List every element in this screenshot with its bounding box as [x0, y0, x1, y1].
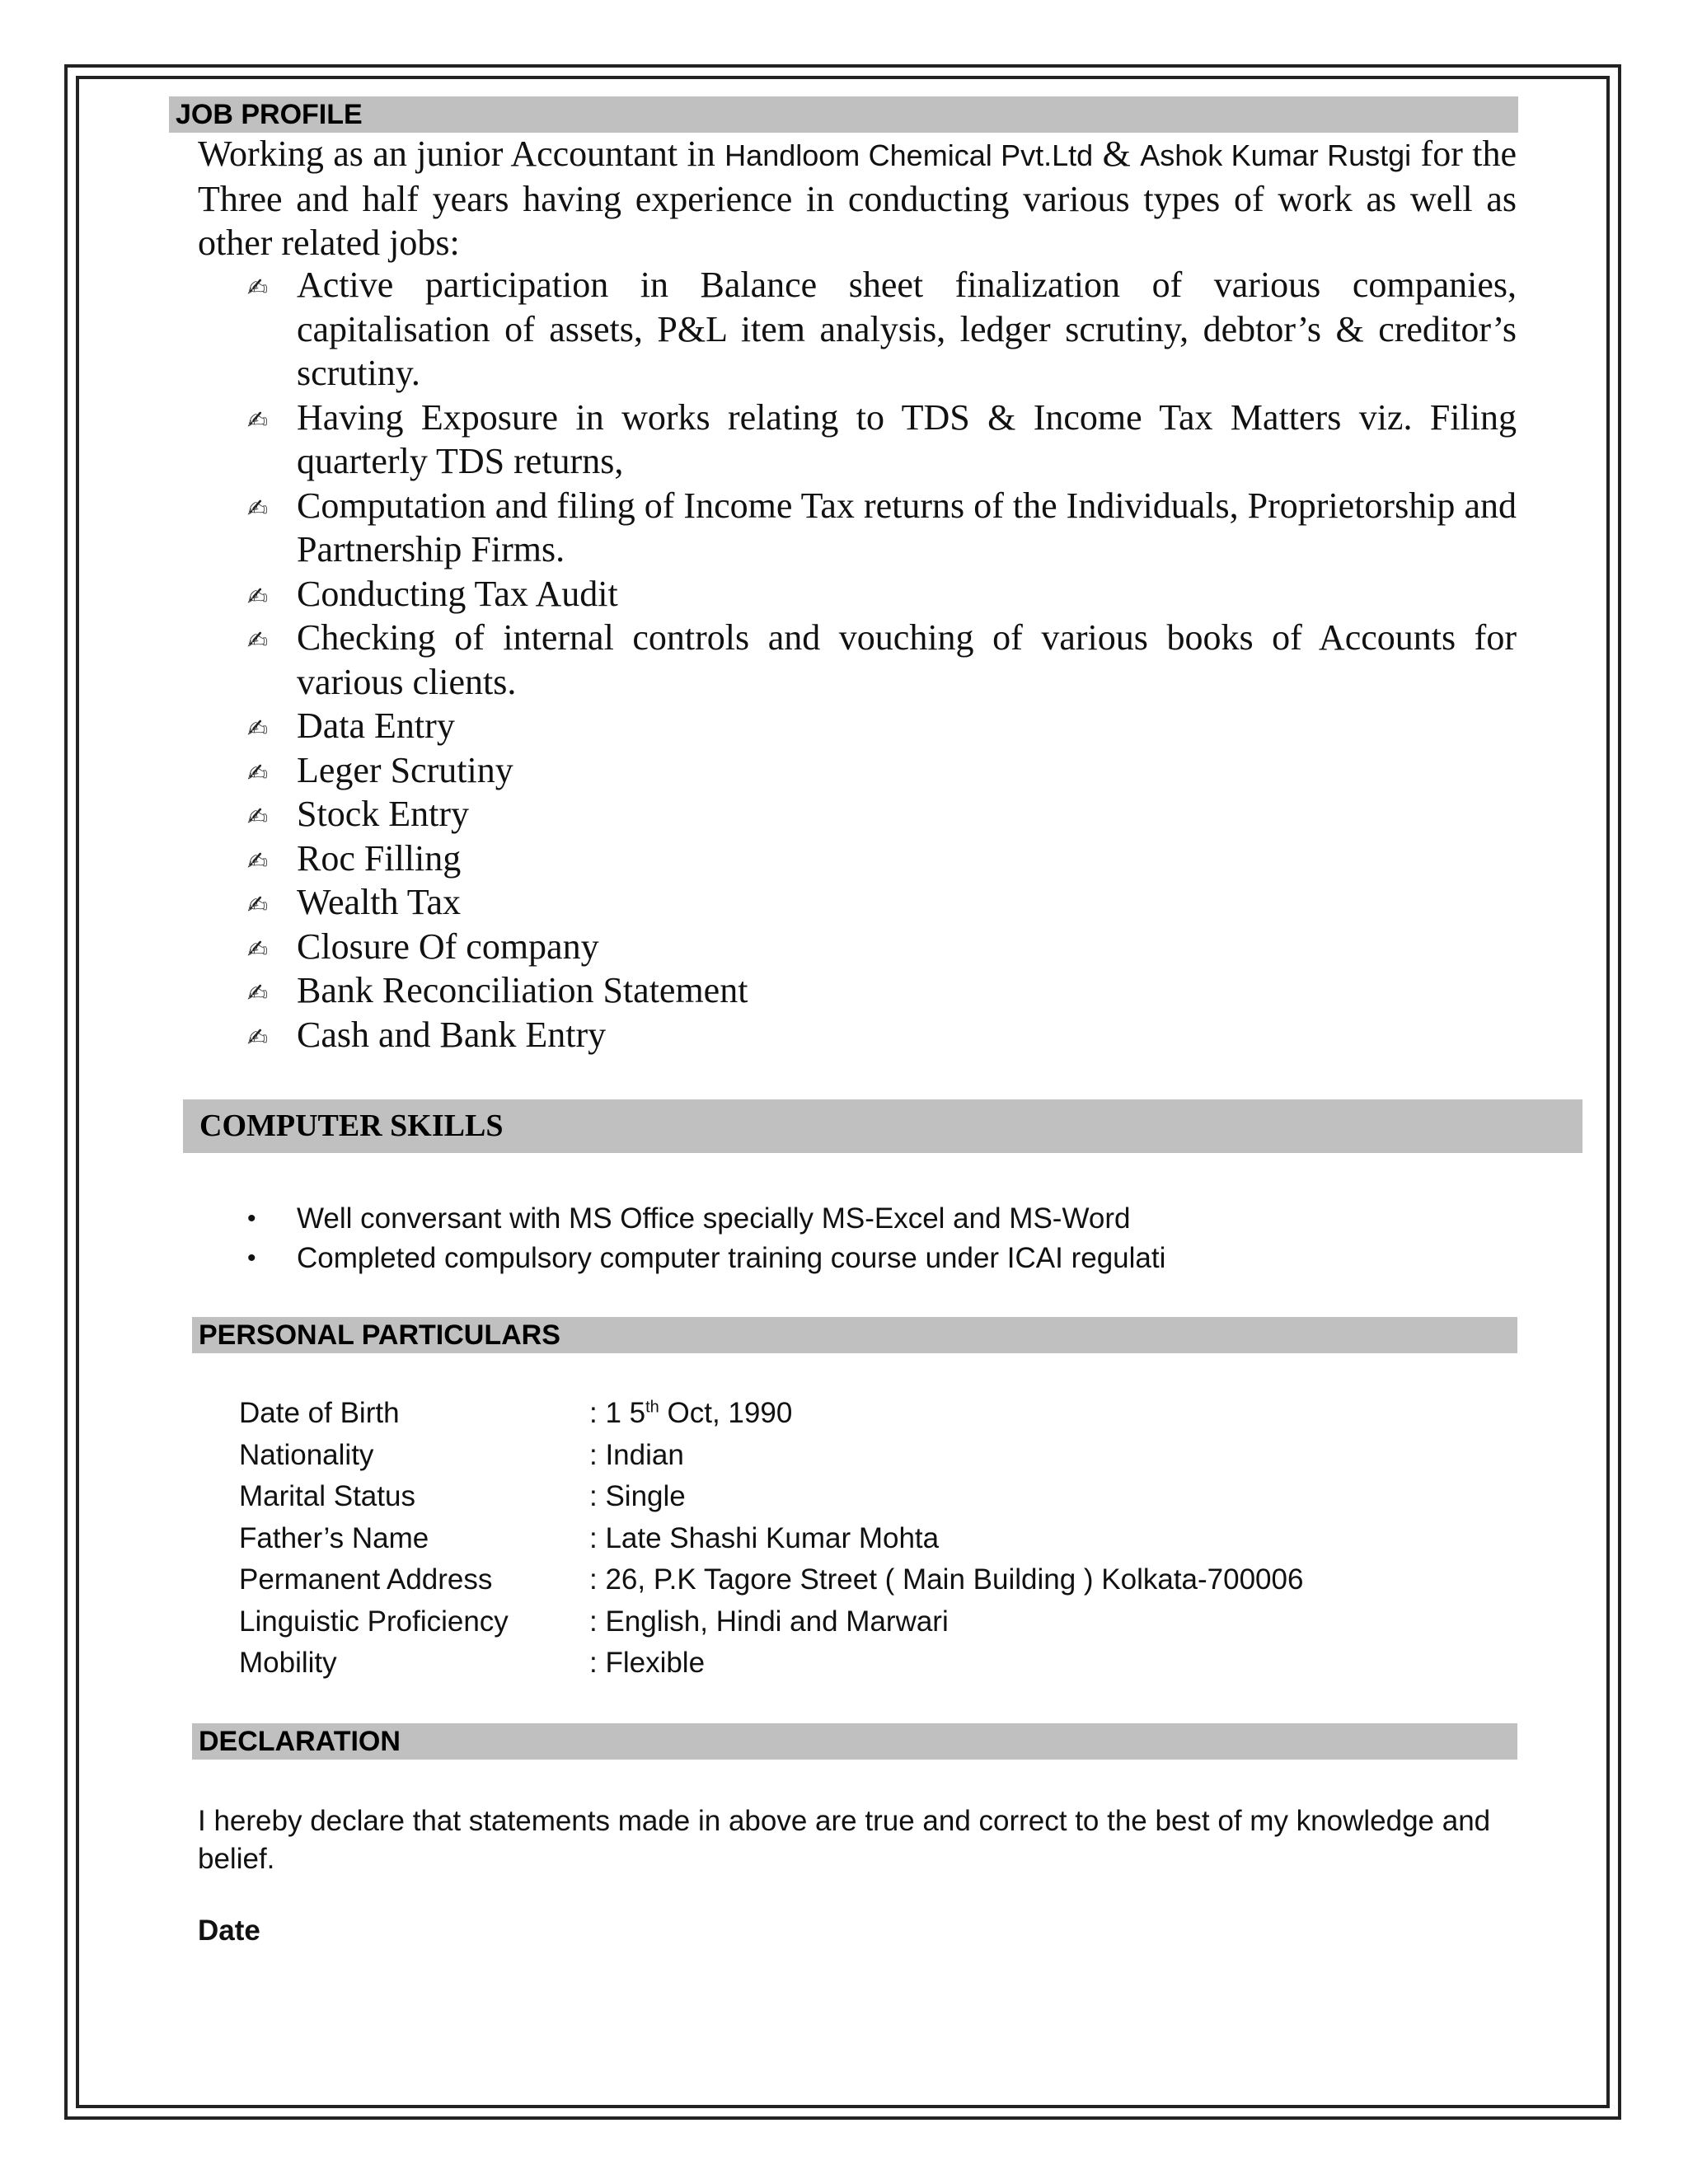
dob-value-day: : 1 5 [589, 1397, 646, 1429]
list-item-text: Bank Reconciliation Statement [297, 970, 748, 1010]
list-item-text: Completed compulsory computer training course under ICAI regulati [297, 1242, 1166, 1274]
declaration-heading: DECLARATION [192, 1723, 1517, 1760]
table-row [239, 1435, 1303, 1477]
writing-hand-icon: ✍ [247, 274, 269, 302]
writing-hand-icon: ✍ [247, 891, 269, 920]
list-item [247, 925, 1517, 969]
writing-hand-icon: ✍ [247, 1023, 269, 1052]
list-item-text: Roc Filling [297, 837, 462, 879]
list-item-text: Cash and Bank Entry [297, 1014, 607, 1055]
writing-hand-icon: ✍ [247, 405, 269, 435]
bullet-icon: • [247, 1205, 256, 1232]
list-item [247, 616, 1517, 704]
writing-hand-icon: ✍ [247, 582, 269, 612]
dob-value-suffix: th [645, 1398, 659, 1417]
declaration-text: I hereby declare that statements made in above are true and correct to the best of my knowledge and belief. [198, 1805, 1491, 1875]
list-item-text: Active participation in Balance sheet finalization of various companies, capitalisation of assets, P&L item analysis, ledger scrutiny, debtor’s & creditor’s scrutiny. [297, 265, 1517, 393]
particular-label: Linguistic Proficiency [239, 1605, 509, 1638]
list-item [247, 263, 1517, 396]
intro-ampersand: & [1093, 134, 1141, 174]
particular-value: : 26, P.K Tagore Street ( Main Building ) Kolkata-700006 [589, 1563, 1304, 1596]
particular-label: Permanent Address [239, 1563, 493, 1596]
writing-hand-icon: ✍ [247, 494, 269, 523]
job-profile-list [247, 263, 1517, 1057]
list-item [247, 880, 1517, 925]
particular-value: : English, Hindi and Marwari [589, 1605, 949, 1638]
intro-company-1: Handloom Chemical Pvt.Ltd [724, 138, 1094, 172]
list-item [247, 792, 1517, 837]
writing-hand-icon: ✍ [247, 758, 269, 788]
list-item-text: Data Entry [297, 705, 455, 746]
date-label: Date [198, 1915, 260, 1947]
particular-value: : Flexible [589, 1647, 706, 1679]
intro-company-2: Ashok Kumar Rustgi [1140, 138, 1412, 172]
particular-value: : Indian [589, 1438, 684, 1471]
particular-value: : Single [589, 1480, 686, 1512]
table-row [239, 1393, 1303, 1435]
personal-particulars-heading: PERSONAL PARTICULARS [192, 1317, 1517, 1353]
list-item-text: Stock Entry [297, 794, 469, 834]
list-item [247, 837, 1517, 881]
writing-hand-icon: ✍ [247, 935, 269, 964]
computer-skills-heading: COMPUTER SKILLS [183, 1099, 1582, 1153]
personal-particulars-table [239, 1393, 1303, 1685]
table-row [239, 1518, 1303, 1560]
table-row [239, 1559, 1303, 1601]
list-item [247, 704, 1517, 748]
table-row [239, 1601, 1303, 1643]
writing-hand-icon: ✍ [247, 626, 269, 655]
list-item-text: Wealth Tax [297, 882, 462, 922]
list-item [247, 572, 1517, 616]
dob-value-month-year: Oct, 1990 [659, 1397, 793, 1429]
list-item-text: Checking of internal controls and vouching of various books of Accounts for various clients. [297, 617, 1517, 702]
writing-hand-icon: ✍ [247, 803, 269, 832]
dob-value [589, 1393, 1303, 1435]
list-item-text: Leger Scrutiny [297, 749, 513, 790]
list-item [247, 1199, 1484, 1239]
particular-label: Father’s Name [239, 1521, 429, 1554]
list-item [247, 484, 1517, 572]
writing-hand-icon: ✍ [247, 846, 269, 876]
list-item [247, 748, 1517, 793]
list-item [247, 396, 1517, 484]
list-item [247, 968, 1517, 1013]
table-row [239, 1643, 1303, 1685]
list-item-text: Conducting Tax Audit [297, 573, 618, 614]
job-profile-heading: JOB PROFILE [169, 96, 1518, 133]
particular-label: Nationality [239, 1438, 374, 1471]
list-item-text: Computation and filing of Income Tax returns of the Individuals, Proprietorship and Partnership Firms. [297, 485, 1517, 569]
writing-hand-icon: ✍ [247, 979, 269, 1008]
intro-text-end: for the Three and half years having experience in conducting various types of work as well as other related jobs: [198, 134, 1517, 263]
dob-label: Date of Birth [239, 1397, 400, 1429]
particular-label: Marital Status [239, 1480, 415, 1512]
particular-label: Mobility [239, 1647, 337, 1679]
computer-skills-list [247, 1199, 1484, 1278]
table-row [239, 1476, 1303, 1518]
bullet-icon: • [247, 1244, 256, 1272]
writing-hand-icon: ✍ [247, 715, 269, 743]
job-profile-intro [198, 132, 1517, 265]
particular-value: : Late Shashi Kumar Mohta [589, 1521, 940, 1554]
list-item-text: Well conversant with MS Office specially MS-Excel and MS-Word [297, 1202, 1131, 1235]
list-item [247, 1013, 1517, 1057]
list-item-text: Having Exposure in works relating to TDS & Income Tax Matters viz. Filing quarterly TDS returns, [297, 396, 1517, 481]
list-item-text: Closure Of company [297, 926, 599, 967]
list-item [247, 1239, 1484, 1278]
intro-text-start: Working as an junior Accountant in [198, 134, 725, 174]
